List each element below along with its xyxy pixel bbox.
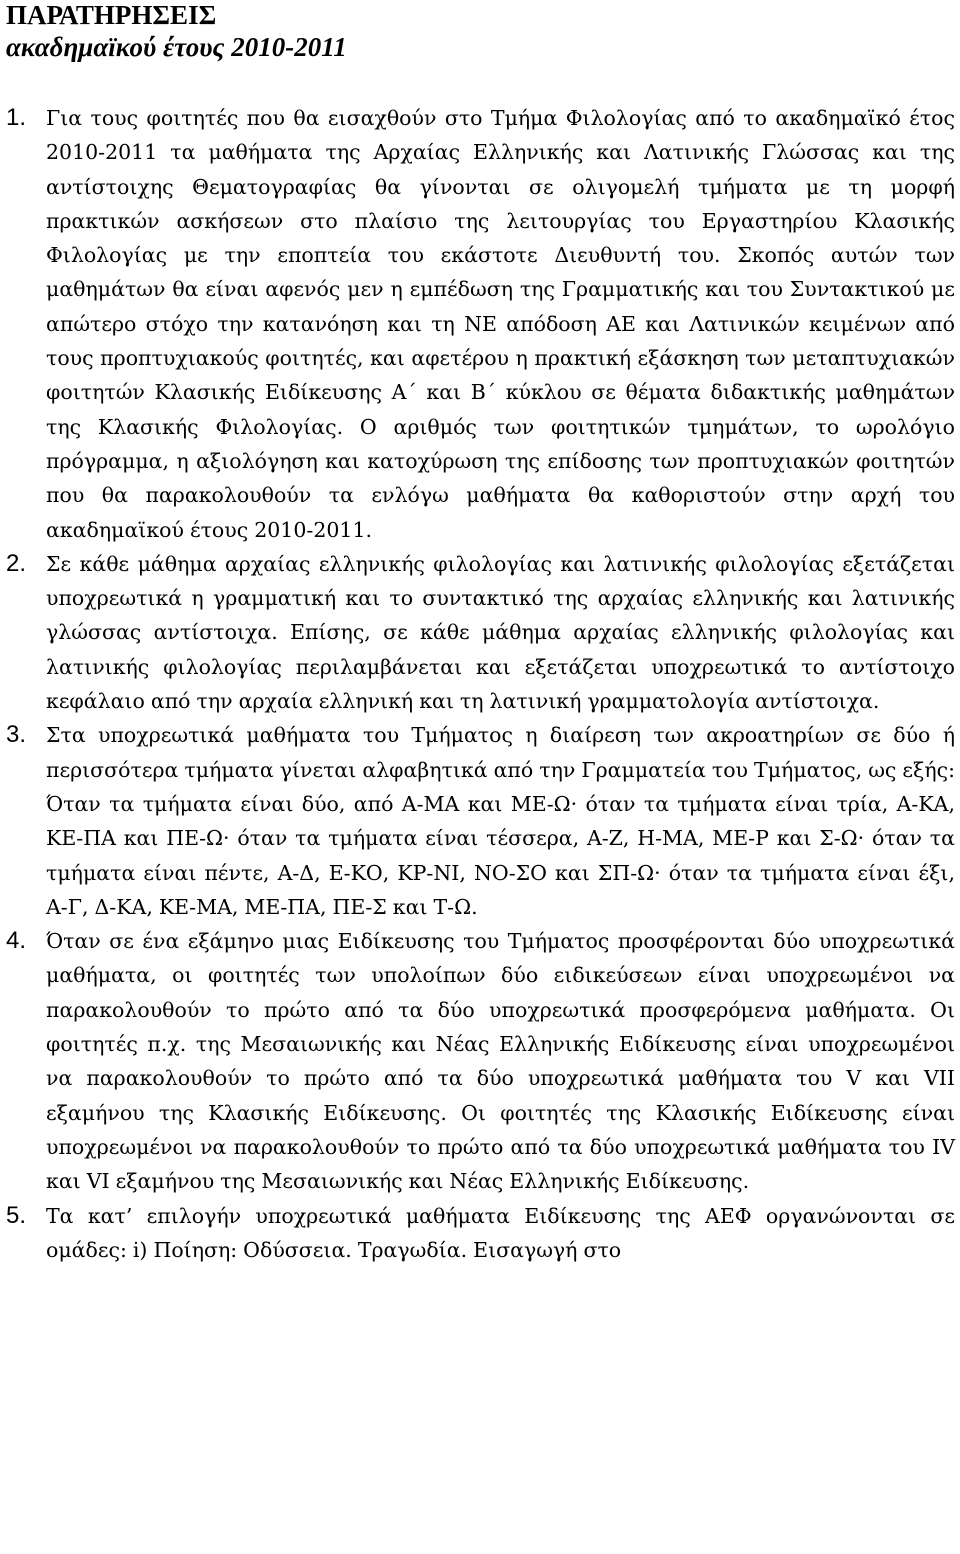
note-item	[0, 1199, 960, 1268]
note-item	[0, 718, 960, 924]
document-subtitle: ακαδημαϊκού έτους 2010-2011	[6, 32, 347, 62]
note-text: Σε κάθε μάθημα αρχαίας ελληνικής φιλολογίας και λατινικής φιλολογίας εξετάζεται υποχρεωτικά η γραμματική και το συντακτικό της αρχαίας ελληνικής και λατινικής γλώσσας αντίστοιχα. Επίσης, σε κάθε μάθημα αρχαίας ελληνικής φιλολογίας και λατινικής φιλολογίας περιλαμβάνεται και εξετάζεται υποχρεωτικά το αντίστοιχο κεφάλαιο από την αρχαία ελληνική και τη λατινική γραμματολογία αντίστοιχα.	[46, 551, 955, 714]
note-item	[0, 547, 960, 718]
note-text: Στα υποχρεωτικά μαθήματα του Τμήματος η διαίρεση των ακροατηρίων σε δύο ή περισσότερα τμήματα γίνεται αλφαβητικά από την Γραμματεία του Τμήματος, ως εξής: Όταν τα τμήματα είναι δύο, από Α-ΜΑ και ΜΕ-Ω· όταν τα τμήματα είναι τρία, Α-ΚΑ, ΚΕ-ΠΑ και ΠΕ-Ω· όταν τα τμήματα είναι τέσσερα, Α-Ζ, Η-ΜΑ, ΜΕ-Ρ και Σ-Ω· όταν τα τμήματα είναι πέντε, Α-Δ, Ε-ΚΟ, ΚΡ-ΝΙ, ΝΟ-ΣΟ και ΣΠ-Ω· όταν τα τμήματα είναι έξι, Α-Γ, Δ-ΚΑ, ΚΕ-ΜΑ, ΜΕ-ΠΑ, ΠΕ-Σ και Τ-Ω.	[46, 723, 955, 919]
notes-list	[0, 101, 960, 1267]
note-number: 1.	[6, 104, 27, 131]
note-item	[0, 924, 960, 1198]
note-number: 4.	[6, 927, 27, 955]
note-item	[0, 101, 960, 547]
note-text: Τα κατ’ επιλογήν υποχρεωτικά μαθήματα Ειδίκευσης της ΑΕΦ οργανώνονται σε ομάδες: i) Ποίηση: Οδύσσεια. Τραγωδία. Εισαγωγή στο	[46, 1203, 955, 1262]
document-title: ΠΑΡΑΤΗΡΗΣΕΙΣ	[6, 0, 217, 30]
note-number: 3.	[6, 721, 27, 749]
note-text: Όταν σε ένα εξάμηνο μιας Ειδίκευσης του Τμήματος προσφέρονται δύο υποχρεωτικά μαθήματα, οι φοιτητές των υπολοίπων δύο ειδικεύσεων είναι υποχρεωμένοι να παρακολουθούν το πρώτο από τα δύο υποχρεωτικά προσφερόμενα μαθήματα. Οι φοιτητές π.χ. της Μεσαιωνικής και Νέας Ελληνικής Ειδίκευσης είναι υποχρεωμένοι να παρακολουθούν το πρώτο από τα δύο υποχρεωτικά μαθήματα του V και VII εξαμήνου της Κλασικής Ειδίκευσης. Οι φοιτητές της Κλασικής Ειδίκευσης είναι υποχρεωμένοι να παρακολουθούν το πρώτο από τα δύο υποχρεωτικά μαθήματα του ΙV και VΙ εξαμήνου της Μεσαιωνικής και Νέας Ελληνικής Ειδίκευσης.	[46, 929, 955, 1194]
note-number: 5.	[6, 1201, 27, 1229]
note-text: Για τους φοιτητές που θα εισαχθούν στο Τμήμα Φιλολογίας από το ακαδημαϊκό έτος 2010-2011 τα μαθήματα της Αρχαίας Ελληνικής και Λατινικής Γλώσσας και της αντίστοιχης Θεματογραφίας θα γίνονται σε ολιγομελή τμήματα με τη μορφή πρακτικών ασκήσεων στο πλαίσιο της λειτουργίας του Εργαστηρίου Κλασικής Φιλολογίας με την εποπτεία του εκάστοτε Διευθυντή του. Σκοπός αυτών των μαθημάτων θα είναι αφενός μεν η εμπέδωση της Γραμματικής και του Συντακτικού με απώτερο στόχο την κατανόηση και τη ΝΕ απόδοση ΑΕ και Λατινικών κειμένων από τους προπτυχιακούς φοιτητές, και αφετέρου η πρακτική εξάσκηση των μεταπτυχιακών φοιτητών Κλασικής Ειδίκευσης Α΄ και Β΄ κύκλου σε θέματα διδακτικής μαθημάτων της Κλασικής Φιλολογίας. Ο αριθμός των φοιτητικών τμημάτων, το ωρολόγιο πρόγραμμα, η αξιολόγηση και κατοχύρωση της επίδοσης των προπτυχιακών φοιτητών που θα παρακολουθούν τα ενλόγω μαθήματα θα καθοριστούν στην αρχή του ακαδημαϊκού έτους 2010-2011.	[46, 106, 955, 542]
note-number: 2.	[6, 549, 27, 577]
